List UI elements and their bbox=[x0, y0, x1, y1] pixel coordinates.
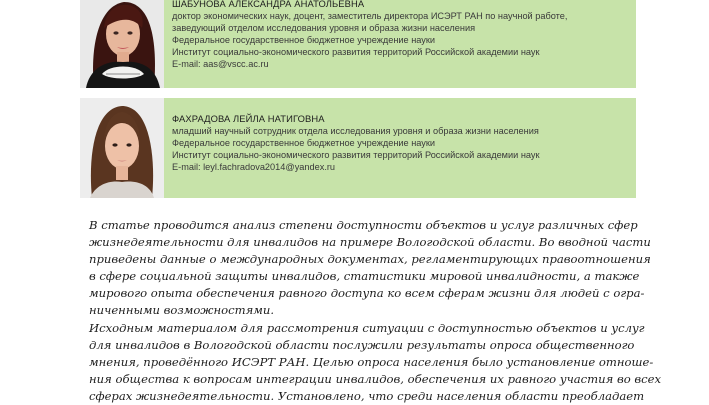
author-card-fakhradova bbox=[80, 98, 636, 198]
abstract-line: сферах жизнедеятельности. Установлено, что среди населения области преобладает bbox=[89, 388, 645, 403]
author-email: E-mail: aas@vscc.ac.ru bbox=[172, 59, 269, 69]
author-position: доктор экономических наук, доцент, заместитель директора ИСЭРТ РАН по научной работе, bbox=[172, 11, 568, 21]
author-email: E-mail: leyl.fachradova2014@yandex.ru bbox=[172, 162, 336, 172]
author-card-shabunova bbox=[80, 0, 636, 88]
author-info-fakhradova bbox=[172, 113, 630, 173]
abstract-paragraph-1 bbox=[89, 217, 651, 320]
abstract-line: мирового опыта обеспечения равного доступа ко всем сферам жизни для людей с огра- bbox=[89, 286, 645, 301]
author-position: заведующий отделом исследования уровня и образа жизни населения bbox=[172, 23, 476, 33]
abstract-line: ниченными возможностями. bbox=[89, 303, 275, 318]
abstract-line: В статье проводится анализ степени доступности объектов и услуг различных сфер bbox=[89, 218, 638, 232]
abstract-line: ния общества к вопросам интеграции инвалидов, обеспечения их равного участия во всех bbox=[89, 371, 662, 386]
author-organization: Федеральное государственное бюджетное учреждение науки bbox=[172, 35, 436, 45]
abstract-line: жизнедеятельности для инвалидов на примере Вологодской области. Во вводной части bbox=[89, 235, 651, 250]
abstract-line: в сфере социальной защиты инвалидов, статистики мировой инвалидности, а также bbox=[89, 269, 640, 284]
author-name: ФАХРАДОВА ЛЕЙЛА НАТИГОВНА bbox=[172, 113, 325, 124]
author-info-shabunova bbox=[172, 0, 630, 70]
author-institute: Институт социально-экономического развития территорий Российской академии наук bbox=[172, 47, 540, 57]
author-photo-fakhradova bbox=[80, 98, 164, 198]
author-photo-shabunova bbox=[80, 0, 164, 88]
author-institute: Институт социально-экономического развития территорий Российской академии наук bbox=[172, 150, 540, 160]
abstract-paragraph-2 bbox=[89, 320, 662, 405]
abstract-line: приведены данные о международных документах, регламентирующих правоотношения bbox=[89, 252, 651, 267]
author-name: ШАБУНОВА АЛЕКСАНДРА АНАТОЛЬЕВНА bbox=[172, 0, 365, 9]
author-position: младший научный сотрудник отдела исследования уровня и образа жизни населения bbox=[172, 126, 539, 136]
abstract-line: мнения, проведённого ИСЭРТ РАН. Целью опроса населения было установление отноше- bbox=[89, 354, 654, 369]
author-organization: Федеральное государственное бюджетное учреждение науки bbox=[172, 138, 436, 148]
article-abstract bbox=[89, 217, 662, 405]
abstract-line: для инвалидов в Вологодской области послужили результаты опроса общественного bbox=[89, 337, 635, 352]
abstract-line: Исходным материалом для рассмотрения ситуации с доступностью объектов и услуг bbox=[89, 320, 645, 335]
